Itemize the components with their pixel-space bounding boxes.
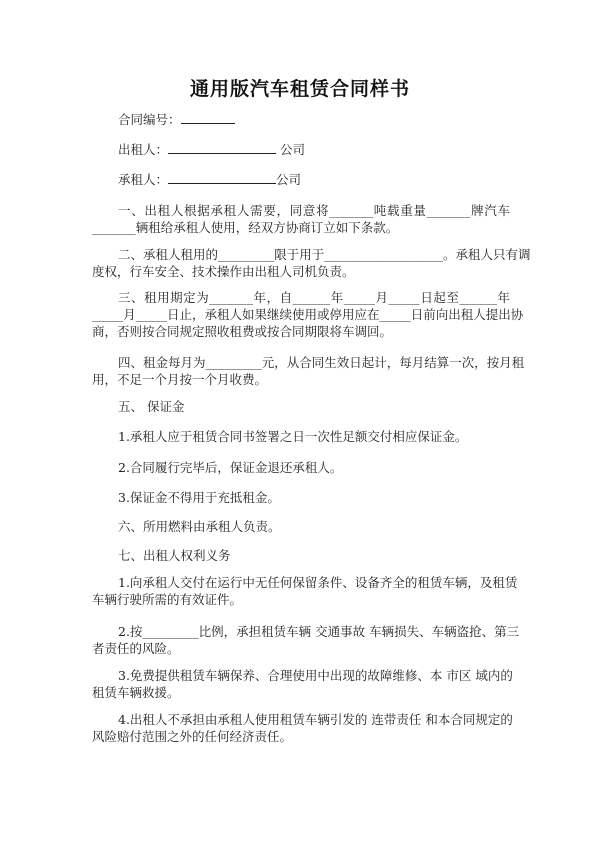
paragraph-line: _____月_____日止，承租人如果继续使用或停用应在_____日前向出租人提出协 [92,307,524,322]
paragraph [92,667,513,701]
lessee-field [118,171,536,188]
paragraph-line: 四、租金每月为_________元，从合同生效日起计，每月结算一次，按月租 [118,355,525,370]
lessor-suffix: 公司 [280,142,306,157]
document-title: 通用版汽车租赁合同样书 [189,78,410,100]
lessee-suffix: 公司 [276,172,302,187]
paragraph [92,623,520,657]
paragraph-line: 用，不足一个月按一个月收费。 [92,372,268,387]
paragraph-line: 1.向承租人交付在运行中无任何保留条件、设备齐全的租赁车辆，及租赁 [118,575,518,590]
paragraph-line: _______辆租给承租人使用，经双方协商订立如下条款。 [92,220,399,235]
paragraph-line: 4.出租人不承担由承租人使用租赁车辆引发的 连带责任 和本合同规定的 [118,712,513,727]
paragraph-line: 度权，行车安全、技术操作由出租人司机负责。 [92,264,355,279]
paragraph-line: 商，否则按合同规定照收租费或按合同期限将车调回。 [92,324,393,339]
paragraph-line: 3.保证金不得用于充抵租金。 [118,490,280,505]
paragraph-line: 一、出租人根据承租人需要，同意将_______吨载重量_______牌汽车 [118,203,510,218]
paragraph [92,518,510,535]
paragraph [92,398,510,415]
paragraph [92,547,510,564]
paragraph [92,202,510,236]
paragraph-line: 七、出租人权利义务 [118,548,231,563]
paragraph [92,246,531,280]
paragraph-line: 2.合同履行完毕后，保证金退还承租人。 [118,460,343,475]
contract-number-field [118,111,536,128]
paragraph-line: 2.按_________比例，承担租赁车辆 交通事故 车辆损失、车辆盗抢、第三 [118,624,520,639]
contract-number-label: 合同编号： [118,112,181,127]
paragraph [92,354,525,388]
paragraph-line: 六、所用燃料由承租人负责。 [118,519,281,534]
paragraph-line: 二、承租人租用的_________限于用于___________________。承租人只有调 [118,247,531,262]
lessor-label: 出租人： [118,142,169,157]
paragraph [92,489,510,506]
lessor-field [118,141,536,158]
lessee-label: 承租人： [118,172,169,187]
paragraph-line: 风险赔付范围之外的任何经济责任。 [92,729,293,744]
lessee-blank [168,171,276,184]
paragraph-line: 3.免费提供租赁车辆保养、合理使用中出现的故障维修、本 市区 域内的 [118,668,513,683]
paragraph-line: 者责任的风险。 [92,641,180,656]
paragraph-line: 1.承租人应于租赁合同书签署之日一次性足额交付相应保证金。 [118,429,468,444]
paragraph-line: 三、租用期定为_______年，自______年_____月_____日起至______年 [118,290,510,305]
paragraph-line: 车辆行驶所需的有效证件。 [92,592,243,607]
paragraph [92,459,510,476]
paragraph [92,428,510,445]
paragraph-line: 租赁车辆救援。 [92,685,180,700]
paragraph [92,574,518,608]
paragraph-line: 五、 保证金 [118,399,185,414]
contract-number-blank [181,111,235,124]
paragraph [92,711,513,745]
paragraph [92,289,524,340]
lessor-blank [168,141,276,154]
